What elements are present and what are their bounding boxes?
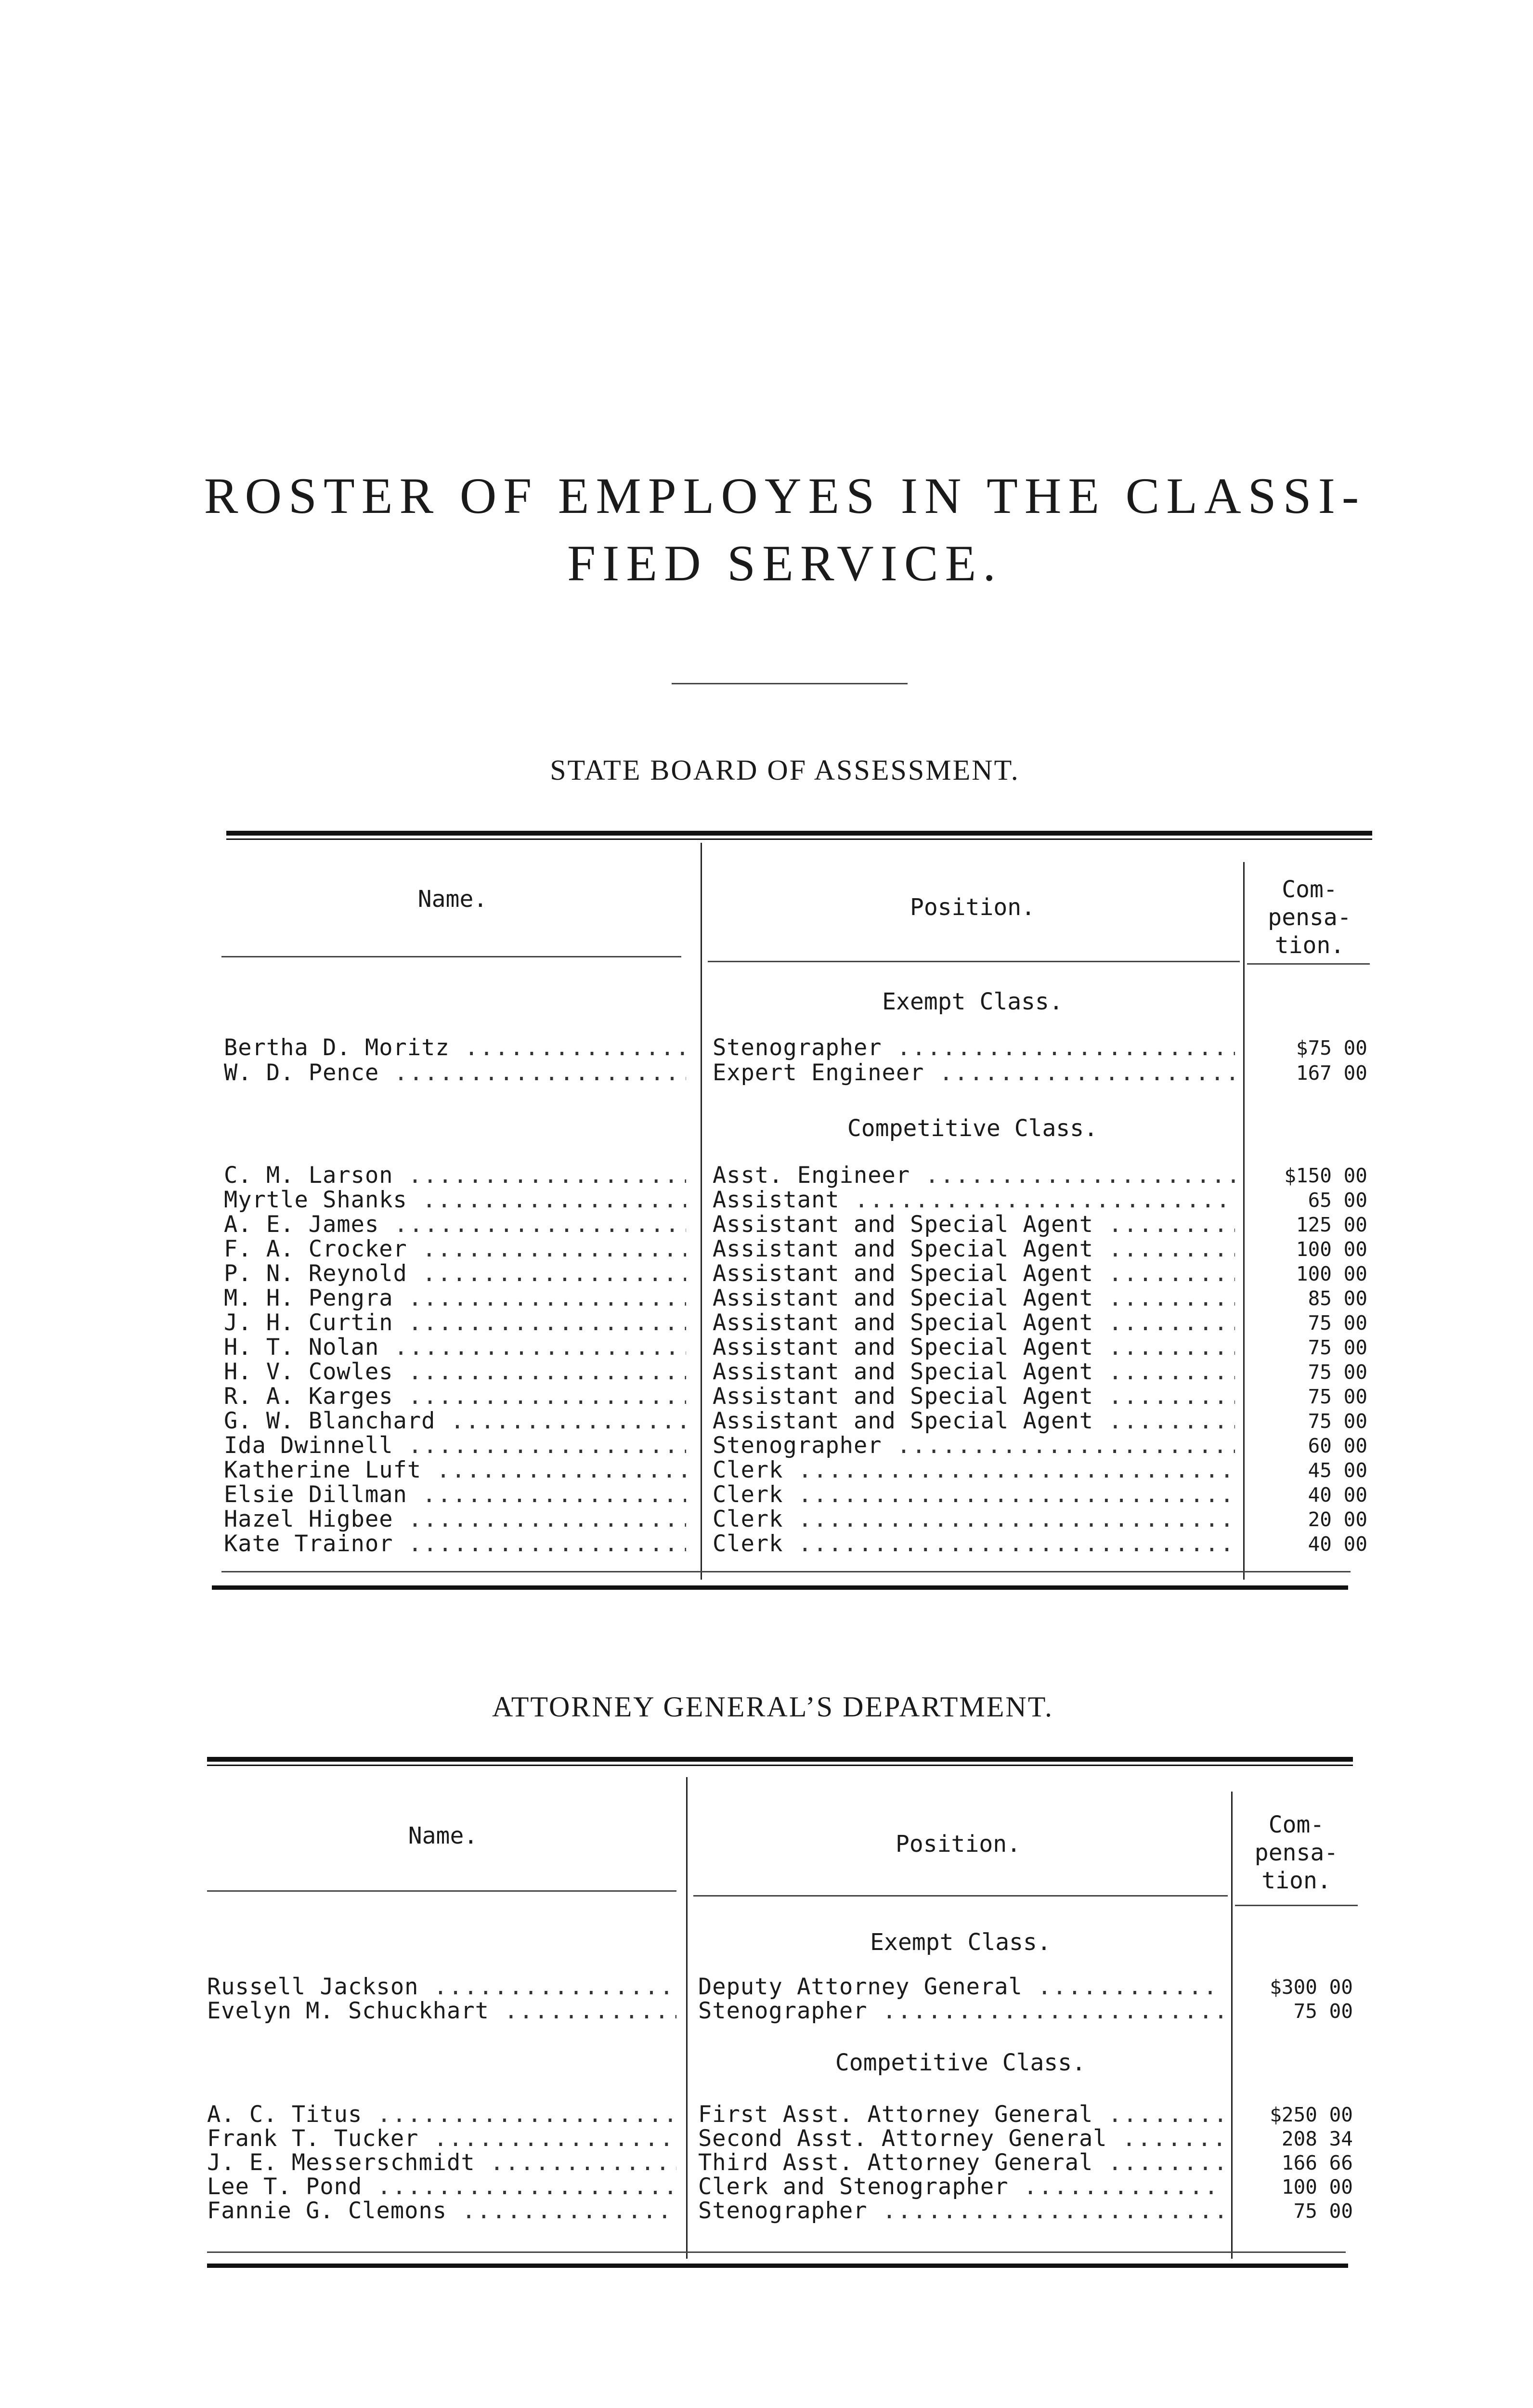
employee-compensation: 75 00 xyxy=(1308,1336,1367,1359)
header-underline-position xyxy=(708,961,1240,962)
employee-position: Stenographer ..... xyxy=(698,2199,1223,2224)
employee-name: Hazel Higbee ..... xyxy=(224,1507,686,1532)
employee-name: A. E. James ..... xyxy=(224,1212,686,1237)
employee-position: Assistant and Special Agent ..... xyxy=(713,1286,1235,1311)
column-header-compensation: Com- pensa- tion. xyxy=(1268,876,1351,959)
employee-compensation: 75 00 xyxy=(1293,2000,1353,2023)
employee-name: W. D. Pence ..... xyxy=(224,1060,686,1086)
employee-position: Expert Engineer ..... xyxy=(713,1060,1235,1086)
employee-name: Russell Jackson ..... xyxy=(207,1975,676,2000)
employee-compensation: 75 00 xyxy=(1308,1361,1367,1384)
employee-name: Evelyn M. Schuckhart ..... xyxy=(207,1999,676,2024)
class-label-exempt: Exempt Class. xyxy=(870,1929,1051,1956)
employee-name: Lee T. Pond ..... xyxy=(207,2174,676,2199)
employee-position: Clerk ..... xyxy=(713,1531,1235,1557)
header-underline-name xyxy=(207,1890,676,1892)
page-title xyxy=(183,462,1387,597)
employee-compensation: 125 00 xyxy=(1296,1213,1367,1236)
column-divider-position-comp xyxy=(1243,862,1245,1580)
table-top-rule xyxy=(207,1757,1353,1762)
employee-compensation: 100 00 xyxy=(1296,1262,1367,1285)
employee-position: Clerk ..... xyxy=(713,1458,1235,1483)
title-divider xyxy=(672,683,908,684)
employee-compensation: 75 00 xyxy=(1308,1385,1367,1408)
table-bottom-rule xyxy=(212,1585,1348,1590)
employee-name: Elsie Dillman ..... xyxy=(224,1482,686,1507)
employee-name: Frank T. Tucker ..... xyxy=(207,2126,676,2151)
employee-name: P. N. Reynold ..... xyxy=(224,1261,686,1286)
header-underline-compensation xyxy=(1247,963,1370,965)
header-underline-compensation xyxy=(1235,1905,1358,1906)
employee-name: R. A. Karges ..... xyxy=(224,1384,686,1409)
section-heading-attorney: ATTORNEY GENERAL’S DEPARTMENT. xyxy=(492,1691,1053,1723)
employee-name: H. T. Nolan ..... xyxy=(224,1335,686,1360)
employee-position: Assistant and Special Agent ..... xyxy=(713,1360,1235,1385)
header-underline-position xyxy=(693,1895,1228,1897)
employee-compensation: 166 66 xyxy=(1281,2151,1353,2174)
employee-name: Fannie G. Clemons ..... xyxy=(207,2199,676,2224)
column-divider-position-comp xyxy=(1231,1792,1233,2259)
employee-name: Bertha D. Moritz ..... xyxy=(224,1035,686,1060)
employee-compensation: 100 00 xyxy=(1296,1238,1367,1261)
employee-compensation: $250 00 xyxy=(1270,2103,1353,2126)
table-bottom-rule-thin xyxy=(207,2251,1346,2253)
employee-name: Ida Dwinnell ..... xyxy=(224,1433,686,1458)
employee-name: J. H. Curtin ..... xyxy=(224,1310,686,1335)
employee-compensation: 100 00 xyxy=(1281,2175,1353,2199)
employee-name: Katherine Luft ..... xyxy=(224,1458,686,1483)
table-bottom-rule xyxy=(207,2264,1348,2268)
class-label-exempt: Exempt Class. xyxy=(882,988,1063,1015)
employee-compensation: 40 00 xyxy=(1308,1483,1367,1506)
employee-position: Assistant and Special Agent ..... xyxy=(713,1212,1235,1237)
employee-position: Assistant and Special Agent ..... xyxy=(713,1310,1235,1335)
employee-position: Stenographer ..... xyxy=(713,1035,1235,1060)
employee-compensation: 75 00 xyxy=(1308,1410,1367,1433)
employee-compensation: 60 00 xyxy=(1308,1434,1367,1457)
employee-position: Clerk ..... xyxy=(713,1507,1235,1532)
column-header-compensation: Com- pensa- tion. xyxy=(1254,1811,1338,1894)
employee-position: Assistant and Special Agent ..... xyxy=(713,1384,1235,1409)
employee-name: M. H. Pengra ..... xyxy=(224,1286,686,1311)
column-header-name: Name. xyxy=(417,886,488,913)
column-header-position: Position. xyxy=(895,1831,1021,1858)
employee-name: C. M. Larson ..... xyxy=(224,1163,686,1188)
employee-name: G. W. Blanchard ..... xyxy=(224,1409,686,1434)
employee-name: F. A. Crocker ..... xyxy=(224,1237,686,1262)
column-divider-name-position xyxy=(701,843,702,1580)
employee-name: H. V. Cowles ..... xyxy=(224,1360,686,1385)
employee-position: Deputy Attorney General ..... xyxy=(698,1975,1223,2000)
page-title-line-1: ROSTER OF EMPLOYES IN THE CLASSI- xyxy=(204,468,1366,524)
page-title-line-2: FIED SERVICE. xyxy=(567,535,1002,591)
employee-name: A. C. Titus ..... xyxy=(207,2102,676,2127)
employee-compensation: 208 34 xyxy=(1281,2127,1353,2150)
employee-compensation: $150 00 xyxy=(1284,1164,1367,1187)
employee-position: Assistant ..... xyxy=(713,1188,1235,1213)
header-underline-name xyxy=(221,956,681,957)
employee-compensation: 75 00 xyxy=(1308,1311,1367,1335)
employee-position: Clerk and Stenographer ..... xyxy=(698,2174,1223,2199)
employee-name: Myrtle Shanks ..... xyxy=(224,1188,686,1213)
employee-position: Asst. Engineer ..... xyxy=(713,1163,1235,1188)
table-top-rule xyxy=(226,831,1372,836)
employee-compensation: 40 00 xyxy=(1308,1532,1367,1556)
column-divider-name-position xyxy=(686,1777,688,2259)
employee-name: Kate Trainor ..... xyxy=(224,1531,686,1557)
employee-compensation: 167 00 xyxy=(1296,1061,1367,1085)
employee-position: Stenographer ..... xyxy=(713,1433,1235,1458)
employee-position: Assistant and Special Agent ..... xyxy=(713,1237,1235,1262)
section-heading-assessment: STATE BOARD OF ASSESSMENT. xyxy=(550,754,1020,786)
employee-compensation: 20 00 xyxy=(1308,1508,1367,1531)
class-label-competitive: Competitive Class. xyxy=(847,1115,1098,1142)
table-top-rule-thin xyxy=(226,838,1372,840)
employee-compensation: 75 00 xyxy=(1293,2199,1353,2223)
employee-position: Clerk ..... xyxy=(713,1482,1235,1507)
employee-position: Assistant and Special Agent ..... xyxy=(713,1409,1235,1434)
table-bottom-rule-thin xyxy=(221,1571,1351,1572)
employee-position: Assistant and Special Agent ..... xyxy=(713,1261,1235,1286)
column-header-name: Name. xyxy=(408,1822,478,1849)
employee-compensation: $75 00 xyxy=(1296,1036,1367,1060)
employee-position: Third Asst. Attorney General ..... xyxy=(698,2150,1223,2175)
table-top-rule-thin xyxy=(207,1765,1353,1766)
employee-compensation: 65 00 xyxy=(1308,1189,1367,1212)
employee-position: First Asst. Attorney General ..... xyxy=(698,2102,1223,2127)
employee-name: J. E. Messerschmidt ..... xyxy=(207,2150,676,2175)
employee-compensation: 85 00 xyxy=(1308,1287,1367,1310)
employee-compensation: $300 00 xyxy=(1270,1976,1353,1999)
employee-position: Assistant and Special Agent ..... xyxy=(713,1335,1235,1360)
column-header-position: Position. xyxy=(909,894,1036,921)
class-label-competitive: Competitive Class. xyxy=(835,2049,1086,2076)
employee-position: Stenographer ..... xyxy=(698,1999,1223,2024)
employee-position: Second Asst. Attorney General ..... xyxy=(698,2126,1223,2151)
employee-compensation: 45 00 xyxy=(1308,1459,1367,1482)
